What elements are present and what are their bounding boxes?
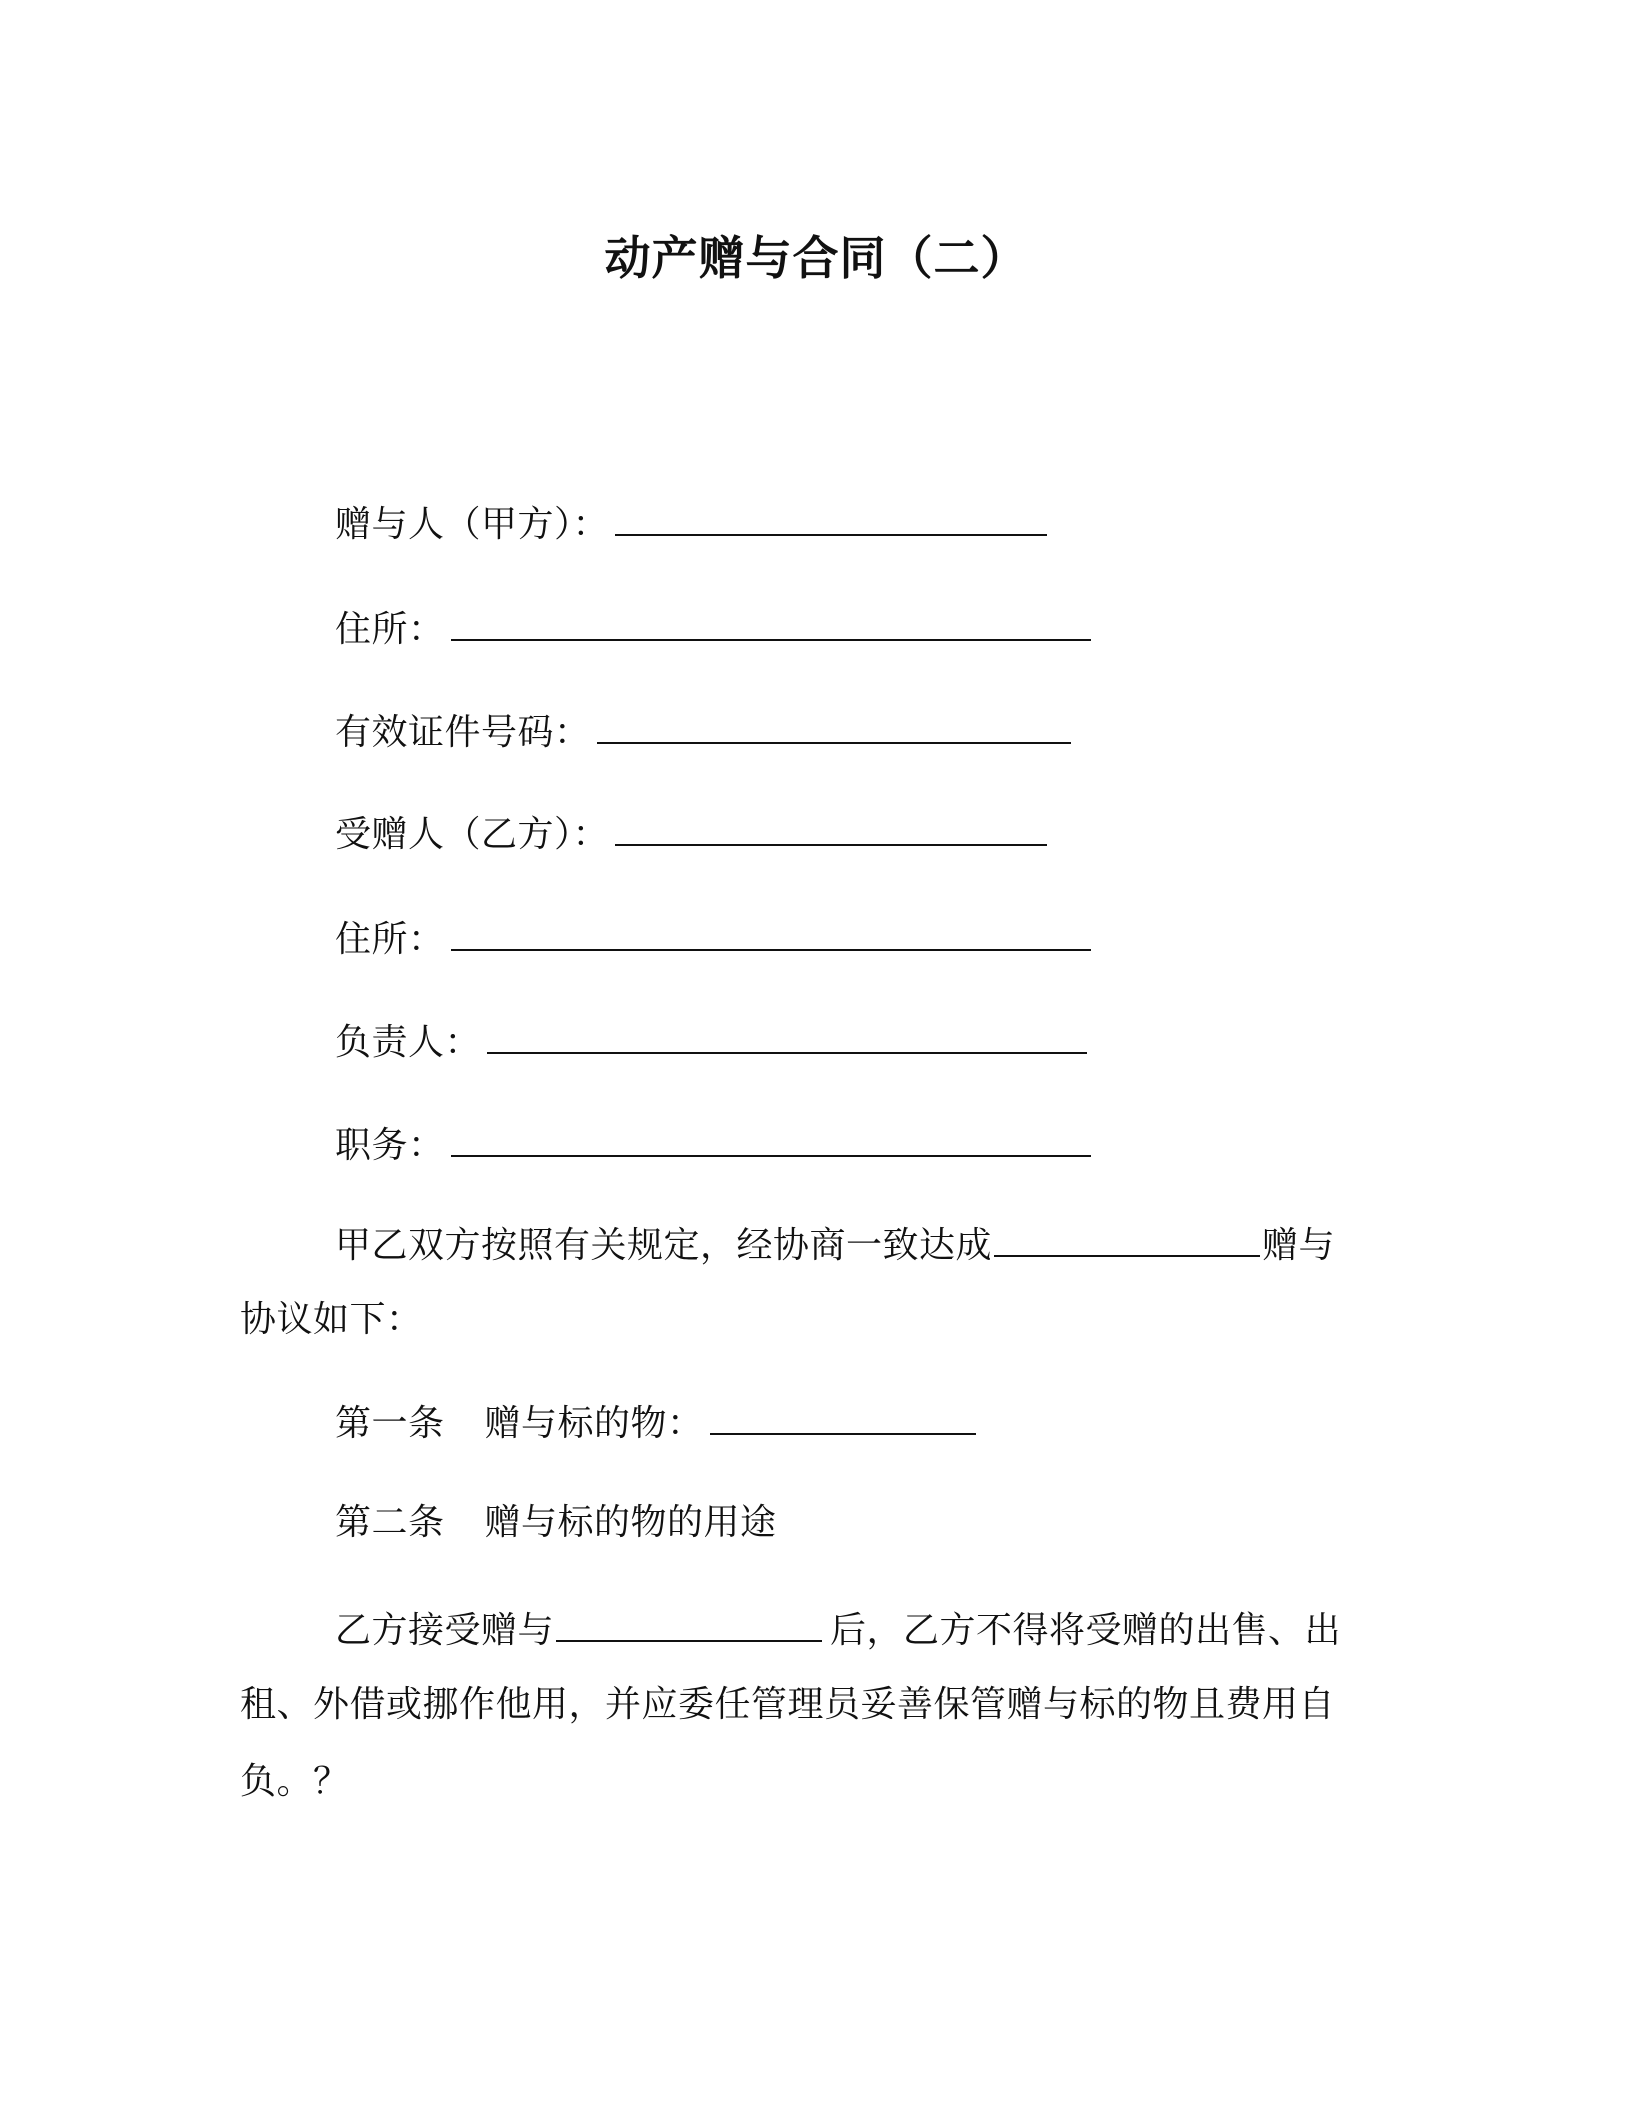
donor-address-label: 住所： bbox=[335, 609, 445, 650]
article-2-number: 第二条 bbox=[335, 1502, 445, 1543]
position-row bbox=[335, 1119, 1091, 1170]
article-2-text: 赠与标的物的用途 bbox=[484, 1502, 777, 1543]
clause-line-1 bbox=[335, 1604, 1341, 1655]
clause-line-3 bbox=[240, 1758, 350, 1806]
person-in-charge-label: 负责人： bbox=[335, 1022, 482, 1063]
agreement-text-3: 协议如下： bbox=[240, 1299, 423, 1340]
donee-label: 受赠人（乙方）： bbox=[335, 814, 610, 855]
clause-blank[interactable] bbox=[556, 1604, 822, 1642]
donor-id-blank[interactable] bbox=[597, 706, 1071, 744]
document-title: 动产赠与合同（二） bbox=[604, 231, 1028, 285]
article-1-row bbox=[335, 1397, 976, 1448]
donee-row bbox=[335, 808, 1047, 859]
agreement-text-2: 赠与 bbox=[1262, 1225, 1336, 1266]
donor-id-row bbox=[335, 706, 1071, 757]
donor-address-blank[interactable] bbox=[451, 603, 1091, 641]
clause-text-1: 乙方接受赠与 bbox=[335, 1610, 555, 1651]
donee-address-blank[interactable] bbox=[451, 913, 1091, 951]
donor-blank[interactable] bbox=[615, 498, 1047, 536]
donee-blank[interactable] bbox=[615, 808, 1047, 846]
donor-row bbox=[335, 498, 1047, 549]
article-2-row bbox=[335, 1499, 777, 1547]
clause-text-2: 后，乙方不得将受赠的出售、出 bbox=[830, 1610, 1342, 1651]
donee-address-row bbox=[335, 913, 1091, 964]
clause-text-3: 租、外借或挪作他用，并应委任管理员妥善保管赠与标的物且费用自 bbox=[240, 1684, 1336, 1725]
position-blank[interactable] bbox=[451, 1119, 1091, 1157]
donor-id-label: 有效证件号码： bbox=[335, 712, 591, 753]
agreement-line-2 bbox=[240, 1296, 423, 1344]
article-1-number: 第一条 bbox=[335, 1403, 445, 1444]
position-label: 职务： bbox=[335, 1125, 445, 1166]
person-in-charge-blank[interactable] bbox=[487, 1016, 1087, 1054]
article-1-text: 赠与标的物： bbox=[484, 1403, 704, 1444]
donor-label: 赠与人（甲方）： bbox=[335, 504, 610, 545]
article-1-blank[interactable] bbox=[710, 1397, 976, 1435]
agreement-text-1: 甲乙双方按照有关规定，经协商一致达成 bbox=[335, 1225, 993, 1266]
clause-text-4: 负。？ bbox=[240, 1761, 350, 1802]
person-in-charge-row bbox=[335, 1016, 1087, 1067]
agreement-blank[interactable] bbox=[994, 1219, 1260, 1257]
donee-address-label: 住所： bbox=[335, 919, 445, 960]
donor-address-row bbox=[335, 603, 1091, 654]
agreement-line-1 bbox=[335, 1219, 1335, 1270]
clause-line-2 bbox=[240, 1681, 1335, 1729]
